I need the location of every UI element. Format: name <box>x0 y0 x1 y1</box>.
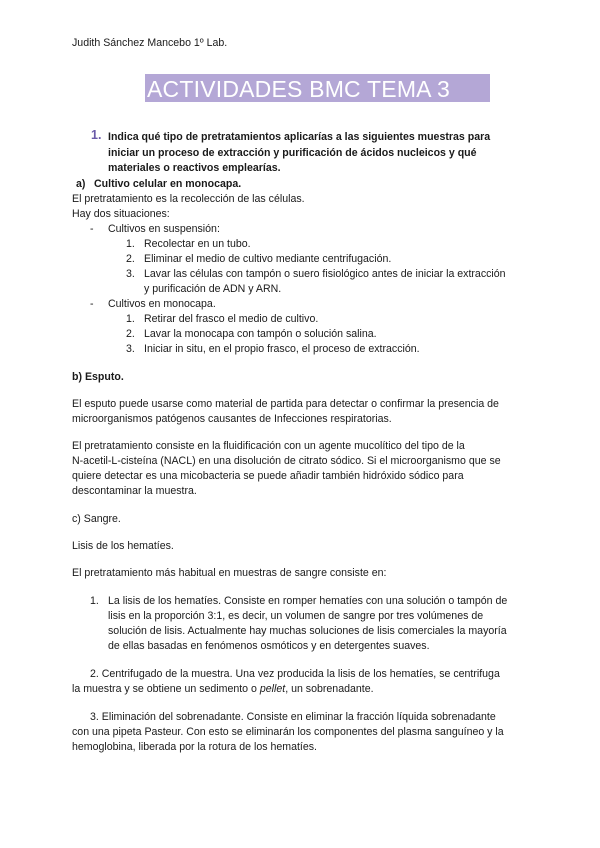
section-a-marker: a) <box>76 178 86 190</box>
section-b-para-1-line-2: microorganismos patógenos causantes de Infecciones respiratorias. <box>72 413 392 425</box>
section-c-item-1-num: 1. <box>90 595 99 607</box>
section-c-item-2-line-1: 2. Centrifugado de la muestra. Una vez producida la lisis de los hematíes, se centrifuga <box>90 668 500 680</box>
section-c-item-1-line-2: lisis en la proporción 3:1, es decir, un volumen de sangre por tres volúmenes de <box>108 610 484 622</box>
section-c-item-3-line-2: con una pipeta Pasteur. Con esto se eliminarán los componentes del plasma sanguíneo y la <box>72 726 504 738</box>
section-b-heading: b) Esputo. <box>72 371 124 383</box>
group-1-item-3-text-cont: y purificación de ADN y ARN. <box>144 283 282 295</box>
group-1-item-1-num: 1. <box>126 238 135 250</box>
section-b-para-1-line-1: El esputo puede usarse como material de partida para detectar o confirmar la presencia de <box>72 398 499 410</box>
item-2-text-after: , un sobrenadante. <box>285 683 374 695</box>
group-2-item-2-text: Lavar la monocapa con tampón o solución salina. <box>144 328 377 340</box>
group-2-item-2-num: 2. <box>126 328 135 340</box>
section-c-heading: c) Sangre. <box>72 513 121 525</box>
group-1-item-3-text: Lavar las células con tampón o suero fisiológico antes de iniciar la extracción <box>144 268 506 280</box>
section-a-intro-1: El pretratamiento es la recolección de las células. <box>72 193 305 205</box>
section-c-subheading: Lisis de los hematíes. <box>72 540 174 552</box>
pellet-term: pellet <box>259 683 286 695</box>
group-2-item-3-text: Iniciar in situ, en el propio frasco, el proceso de extracción. <box>144 343 420 355</box>
group-2-item-3-num: 3. <box>126 343 135 355</box>
item-2-text-before: la muestra y se obtiene un sedimento o <box>72 683 260 695</box>
page-title: ACTIVIDADES BMC TEMA 3 <box>147 76 451 102</box>
section-c-item-1-line-3: solución de lisis. Actualmente hay muchas soluciones de lisis comerciales la mayoría <box>108 625 507 637</box>
section-c-item-1-line-1: La lisis de los hematíes. Consiste en romper hematíes con una solución o tampón de <box>108 595 508 607</box>
section-c-intro: El pretratamiento más habitual en muestras de sangre consiste en: <box>72 567 387 579</box>
bullet-dash: - <box>90 298 94 310</box>
group-1-item-2-text: Eliminar el medio de cultivo mediante centrifugación. <box>144 253 392 265</box>
group-2-item-1-num: 1. <box>126 313 135 325</box>
section-b-para-2-line-1: El pretratamiento consiste en la fluidificación con un agente mucolítico del tipo de la <box>72 440 465 452</box>
group-1-item-3-num: 3. <box>126 268 135 280</box>
group-2-label: Cultivos en monocapa. <box>108 298 216 310</box>
section-b-para-2-line-4: descontaminar la muestra. <box>72 485 197 497</box>
bullet-dash: - <box>90 223 94 235</box>
group-1-label: Cultivos en suspensión: <box>108 223 220 235</box>
question-line-1: Indica qué tipo de pretratamientos aplicarías a las siguientes muestras para <box>108 131 491 143</box>
section-b-para-2-line-3: quiere detectar es una micobacteria se puede añadir también hidróxido sódico para <box>72 470 464 482</box>
section-c-item-3-line-3: hemoglobina, liberada por la rotura de los hematíes. <box>72 741 317 753</box>
section-a-intro-2: Hay dos situaciones: <box>72 208 170 220</box>
question-line-2: iniciar un proceso de extracción y purificación de ácidos nucleicos y qué <box>108 147 477 159</box>
author-header: Judith Sánchez Mancebo 1º Lab. <box>72 37 228 49</box>
section-c-item-3-line-1: 3. Eliminación del sobrenadante. Consiste en eliminar la fracción líquida sobrenadante <box>90 711 496 723</box>
group-1-item-1-text: Recolectar en un tubo. <box>144 238 251 250</box>
group-2-item-1-text: Retirar del frasco el medio de cultivo. <box>144 313 319 325</box>
group-1-item-2-num: 2. <box>126 253 135 265</box>
question-line-3: materiales o reactivos emplearías. <box>108 162 281 174</box>
question-number: 1. <box>91 128 102 142</box>
section-c-item-2-line-2 <box>72 682 374 697</box>
section-b-para-2-line-2: N-acetil-L-cisteína (NACL) en una disolución de citrato sódico. Si el microorganismo que se <box>72 455 501 467</box>
section-c-item-1-line-4: de ellas basadas en fenómenos osmóticos y en detergentes suaves. <box>108 640 430 652</box>
section-a-heading: Cultivo celular en monocapa. <box>94 178 242 190</box>
